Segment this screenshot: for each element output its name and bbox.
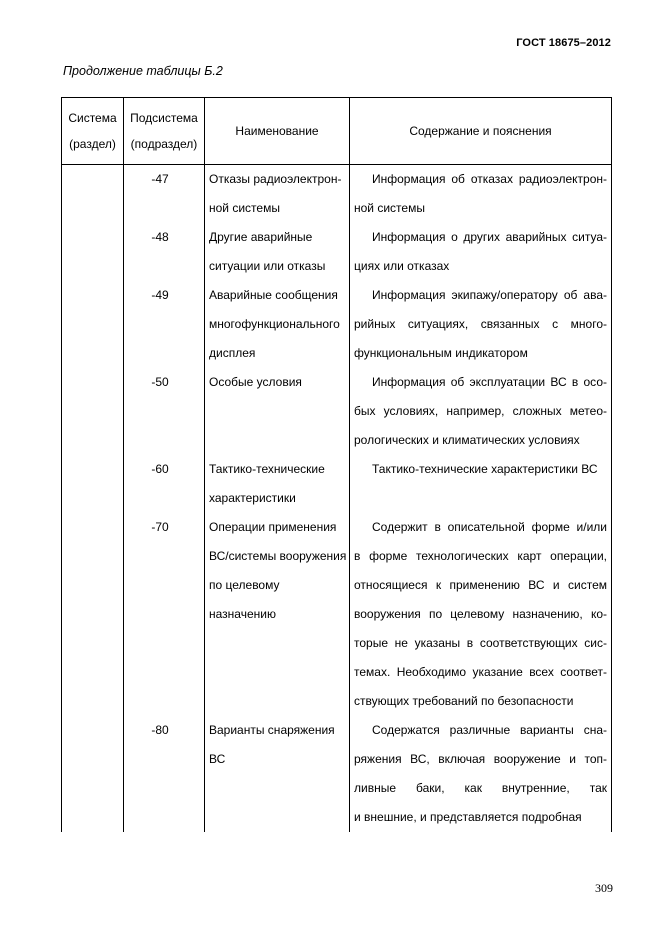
header-system-line2: (раздел) xyxy=(69,137,116,151)
item-name-line: ВС xyxy=(209,752,226,766)
subsystem-code: -80 xyxy=(124,716,205,832)
system-cell xyxy=(62,165,124,224)
item-content-line: циях или отказах xyxy=(354,259,450,273)
item-content-line: относящиеся к применению ВС и систем xyxy=(354,578,607,592)
subsystem-code: -49 xyxy=(124,281,205,368)
item-content xyxy=(350,223,612,281)
header-name-text: Наименование xyxy=(235,124,319,138)
item-name-line: ной системы xyxy=(209,201,280,215)
system-cell xyxy=(62,455,124,513)
item-name-line: Операции применения xyxy=(209,520,337,534)
subsystem-code: -47 xyxy=(124,165,205,224)
item-content xyxy=(350,281,612,368)
item-content-line: в форме технологических карт операции, xyxy=(354,549,607,563)
item-content xyxy=(350,513,612,716)
header-subsystem-line2: (подраздел) xyxy=(130,137,198,151)
item-name xyxy=(205,455,350,513)
item-content xyxy=(350,716,612,832)
item-content-line: Информация о других аварийных ситуа- xyxy=(372,230,607,244)
item-name xyxy=(205,281,350,368)
data-table xyxy=(61,97,612,832)
item-name-line: характеристики xyxy=(209,491,296,505)
subsystem-code: -48 xyxy=(124,223,205,281)
item-name xyxy=(205,223,350,281)
header-content xyxy=(350,98,612,165)
table-row xyxy=(62,368,612,455)
item-name-line: Тактико-технические xyxy=(209,462,325,476)
item-content-line: торые не указаны в соответствующих сис- xyxy=(354,636,607,650)
header-name xyxy=(205,98,350,165)
header-content-text: Содержание и пояснения xyxy=(409,124,552,138)
item-content-line: бых условиях, например, сложных метео- xyxy=(354,404,607,418)
item-name-line: по целевому xyxy=(209,578,280,592)
item-name-line: Аварийные сообщения xyxy=(209,288,338,302)
item-content xyxy=(350,368,612,455)
item-name-line: дисплея xyxy=(209,346,256,360)
header-subsystem xyxy=(124,98,205,165)
system-cell xyxy=(62,716,124,832)
item-content-line: Информация об отказах радиоэлектрон- xyxy=(372,172,607,186)
system-cell xyxy=(62,513,124,716)
table-row xyxy=(62,716,612,832)
item-content-line: Содержит в описательной форме и/или xyxy=(372,520,607,534)
item-content-line: рологических и климатических условиях xyxy=(354,433,580,447)
table-row xyxy=(62,165,612,224)
table-row xyxy=(62,223,612,281)
item-content-line: ствующих требований по безопасности xyxy=(354,694,574,708)
standard-number: ГОСТ 18675–2012 xyxy=(516,37,611,49)
item-name-line: назначению xyxy=(209,607,276,621)
table-continuation-label: Продолжение таблицы Б.2 xyxy=(63,64,223,78)
item-name-line: Особые условия xyxy=(209,375,302,389)
item-name xyxy=(205,165,350,224)
system-cell xyxy=(62,281,124,368)
item-name-line: ситуации или отказы xyxy=(209,259,326,273)
item-name xyxy=(205,513,350,716)
subsystem-code: -60 xyxy=(124,455,205,513)
item-content-line: вооружения по целевому назначению, ко- xyxy=(354,607,607,621)
header-system-line1: Система xyxy=(68,111,117,125)
item-content-line: Тактико-технические характеристики ВС xyxy=(372,462,598,476)
item-content-line: ливные баки, как внутренние, так xyxy=(354,781,607,795)
item-content xyxy=(350,455,612,513)
item-content-line: рийных ситуациях, связанных с много- xyxy=(354,317,607,331)
system-cell xyxy=(62,223,124,281)
item-name xyxy=(205,368,350,455)
subsystem-code: -70 xyxy=(124,513,205,716)
item-content-line: и внешние, и представляется подробная xyxy=(354,810,582,824)
item-name xyxy=(205,716,350,832)
item-name-line: Варианты снаряжения xyxy=(209,723,335,737)
item-content-line: ной системы xyxy=(354,201,425,215)
table-row xyxy=(62,455,612,513)
subsystem-code: -50 xyxy=(124,368,205,455)
item-content-line: ряжения ВС, включая вооружение и топ- xyxy=(354,752,607,766)
item-name-line: Отказы радиоэлектрон- xyxy=(209,172,342,186)
item-content-line: Информация экипажу/оператору об ава- xyxy=(372,288,607,302)
item-content-line: функциональным индикатором xyxy=(354,346,528,360)
table-header xyxy=(62,98,612,165)
item-content xyxy=(350,165,612,224)
page-number: 309 xyxy=(595,881,613,895)
item-content-line: Содержатся различные варианты сна- xyxy=(372,723,607,737)
system-cell xyxy=(62,368,124,455)
header-system xyxy=(62,98,124,165)
item-name-line: многофункционального xyxy=(209,317,340,331)
table-body xyxy=(62,165,612,833)
item-content-line: Информация об эксплуатации ВС в осо- xyxy=(372,375,607,389)
item-name-line: ВС/системы вооружения xyxy=(209,549,347,563)
table-row xyxy=(62,513,612,716)
table-row xyxy=(62,281,612,368)
header-subsystem-line1: Подсистема xyxy=(130,111,198,125)
item-content-line: темах. Необходимо указание всех соответ- xyxy=(354,665,607,679)
item-name-line: Другие аварийные xyxy=(209,230,313,244)
